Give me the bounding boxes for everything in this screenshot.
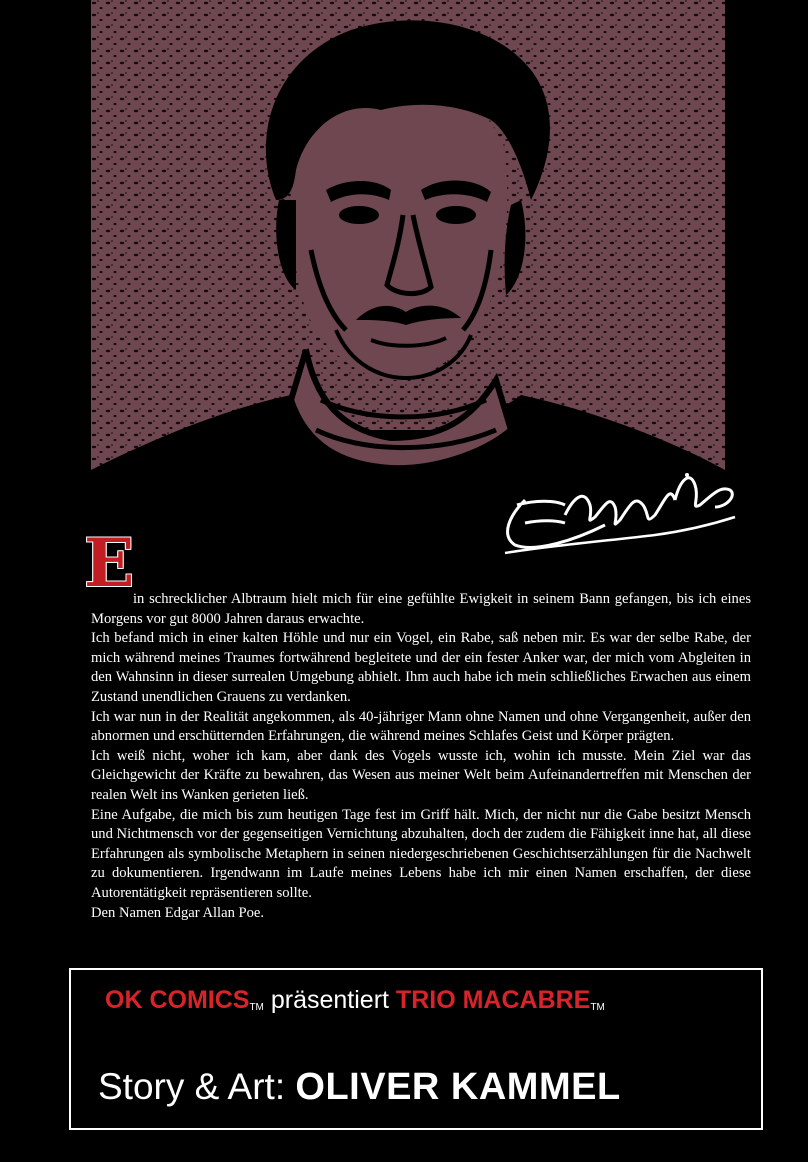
author-line	[98, 1066, 621, 1109]
author-name: OLIVER KAMMEL	[295, 1066, 621, 1108]
story-paragraph: Ich war nun in der Realität angekommen, als 40-jähriger Mann ohne Namen und ohne Vergangenheit, außer den abnormen und erschütternden Erfahrungen, die während meines Schlafes Geist und Körper prägten.	[91, 708, 751, 745]
presentation-line	[105, 986, 605, 1015]
signature	[495, 445, 745, 560]
drop-cap-letter: E	[84, 524, 135, 602]
story-paragraph: in schrecklicher Albtraum hielt mich für eine gefühlte Ewigkeit in seinem Bann gefangen, bis ich eines Morgens vor gut 8000 Jahren daraus erwachte.	[91, 591, 751, 627]
trademark-mark: TM	[249, 1002, 264, 1013]
story-paragraph: Ich weiß nicht, woher ich kam, aber dank des Vogels wusste ich, wohin ich musste. Mein Ziel war das Gleichgewicht der Kräfte zu bewahren, das Wesen aus meiner Welt beim Aufeinandertreffen mit Menschen der realen Welt ins Wanken gerieten ließ.	[91, 747, 751, 803]
signature-icon	[495, 445, 745, 560]
drop-cap	[80, 520, 135, 602]
presents-text: präsentiert	[263, 986, 396, 1014]
publisher-name: OK COMICS	[105, 986, 250, 1014]
story-paragraph: Den Namen Edgar Allan Poe.	[91, 904, 265, 921]
story-text	[91, 590, 751, 923]
story-art-label: Story & Art:	[98, 1066, 296, 1107]
credits-box	[69, 968, 763, 1130]
story-paragraph: Eine Aufgabe, die mich bis zum heutigen Tage fest im Griff hält. Mich, der nicht nur die Gabe besitzt Mensch und Nichtmensch vor der gegenseitigen Vernichtung abzuhalten, doch der zudem die Fähigkeit inne hat, all diese Erfahrungen als symbolische Metaphern in seinen niedergeschriebenen Geschichtserzählungen für die Nachwelt zu dokumentieren. Irgendwann im Laufe meines Lebens habe ich mir einen Namen erschaffen, der diese Autorentätigkeit repräsentieren sollte.	[91, 806, 751, 901]
trademark-mark: TM	[590, 1002, 605, 1013]
series-title: TRIO MACABRE	[395, 986, 591, 1014]
story-paragraph: Ich befand mich in einer kalten Höhle und nur ein Vogel, ein Rabe, saß neben mir. Es war der selbe Rabe, der mich während meines Traumes fortwährend begleitete und der ein fester Anker war, der mich vom Abgleiten in den Wahnsinn in dieser surrealen Umgebung abhielt. Ihm auch habe ich mein schließliches Erwachen aus einem Zustand unendlichen Grauens zu verdanken.	[91, 630, 751, 705]
